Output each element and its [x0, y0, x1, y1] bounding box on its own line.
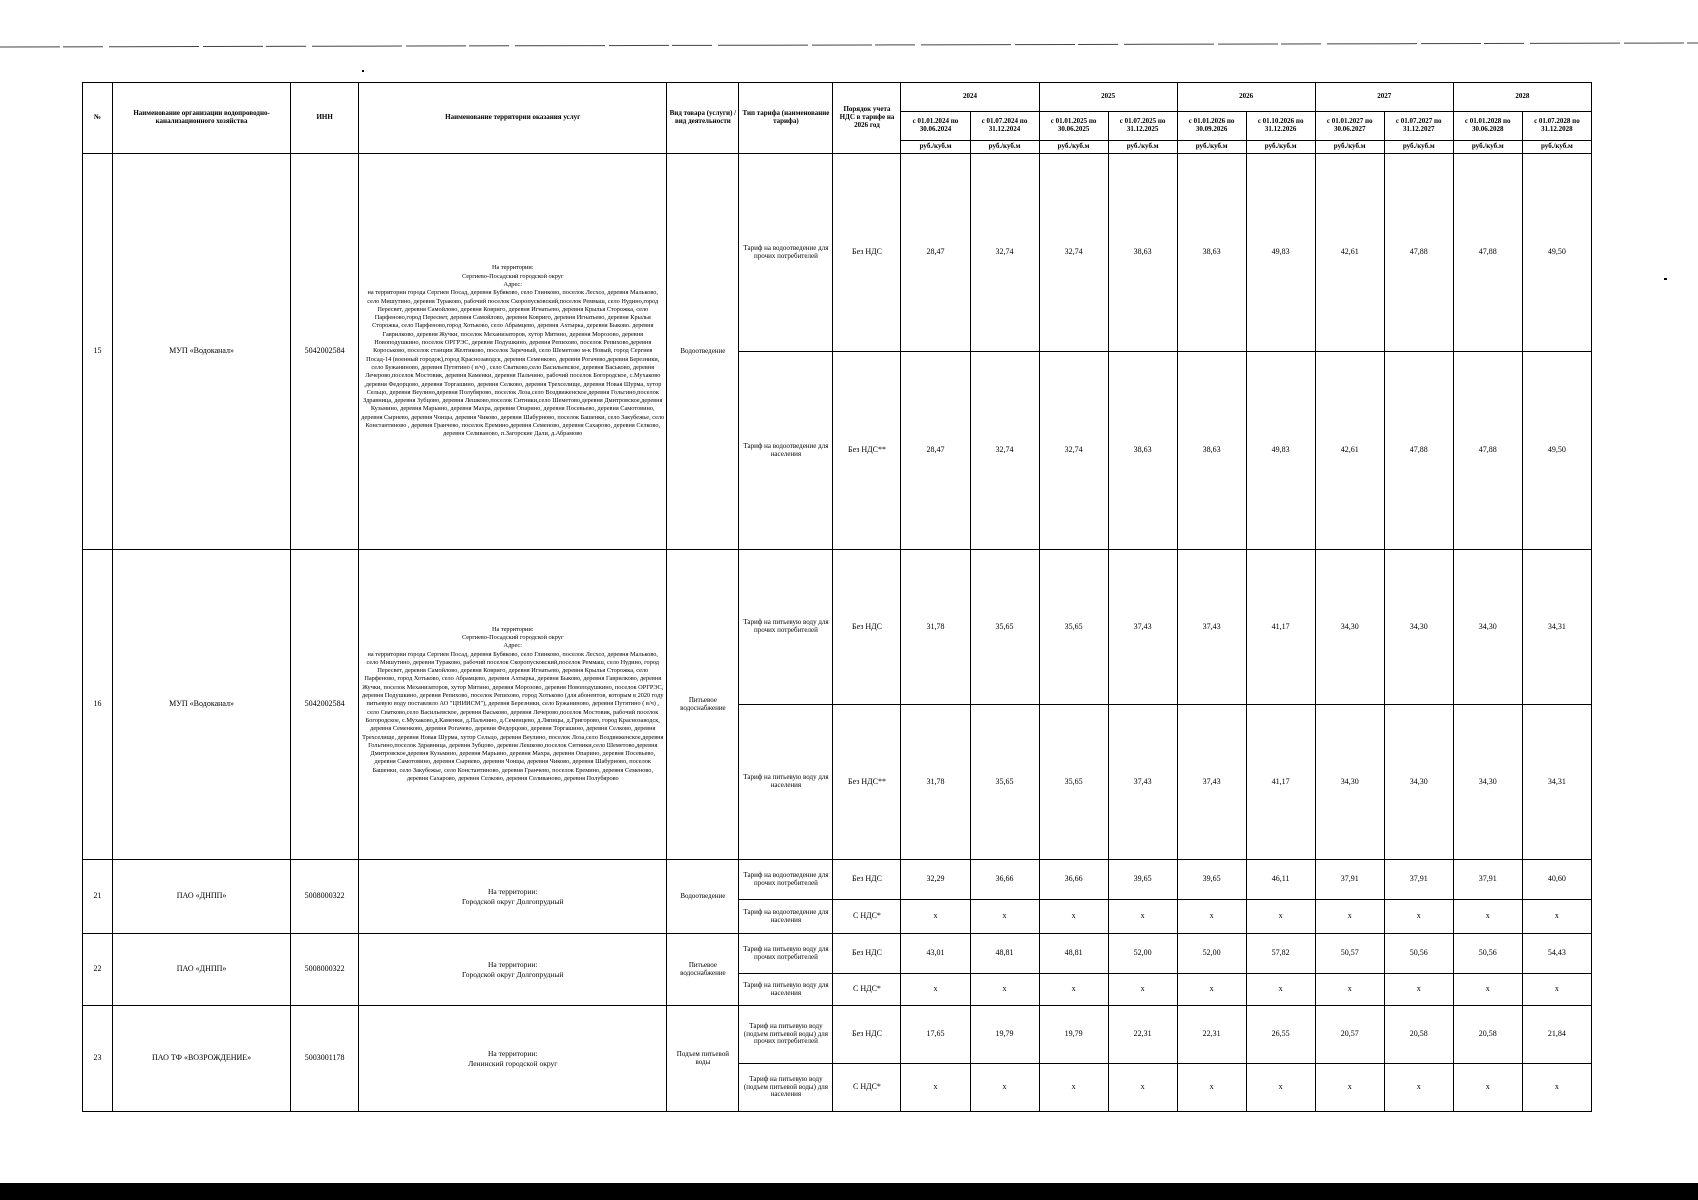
period-header: с 01.07.2024 по 31.12.2024	[970, 112, 1039, 141]
tariff-value: x	[1384, 1064, 1453, 1112]
tariff-value: 50,56	[1384, 934, 1453, 974]
territory-label: Адрес:	[503, 280, 522, 288]
period-header: с 01.10.2026 по 31.12.2026	[1246, 112, 1315, 141]
tariff-value: 26,55	[1246, 1006, 1315, 1064]
tariff-value: 32,74	[1039, 352, 1108, 550]
period-header: с 01.01.2027 по 30.06.2027	[1315, 112, 1384, 141]
tariff-value: 40,60	[1522, 860, 1591, 900]
tariff-name: Тариф на питьевую воду (подъем питьевой воды) для прочих потребителей	[739, 1006, 833, 1064]
tariff-value: 39,65	[1177, 860, 1246, 900]
row-number: 15	[83, 154, 113, 550]
service-type: Водоотведение	[667, 860, 739, 934]
territory-cell	[359, 934, 667, 1006]
unit-header: руб./куб.м	[1177, 141, 1246, 154]
period-header: с 01.01.2025 по 30.06.2025	[1039, 112, 1108, 141]
vat-value: С НДС*	[833, 900, 901, 934]
vat-value: Без НДС	[833, 934, 901, 974]
tariff-value: x	[1177, 1064, 1246, 1112]
vat-value: С НДС*	[833, 974, 901, 1006]
vat-value: Без НДС**	[833, 352, 901, 550]
tariff-table	[82, 82, 1592, 1112]
inn-value: 5042002584	[291, 550, 359, 860]
tariff-value: 19,79	[1039, 1006, 1108, 1064]
tariff-value: 37,91	[1453, 860, 1522, 900]
tariff-value: 36,66	[1039, 860, 1108, 900]
tariff-value: 41,17	[1246, 550, 1315, 705]
tariff-name: Тариф на питьевую воду для населения	[739, 974, 833, 1006]
territory-district: Сергиево-Посадский городской округ	[461, 633, 564, 641]
tariff-value: 49,83	[1246, 352, 1315, 550]
tariff-value: 35,65	[1039, 550, 1108, 705]
tariff-value: 28,47	[901, 352, 970, 550]
tariff-value: 49,50	[1522, 154, 1591, 352]
tariff-value: x	[1522, 900, 1591, 934]
territory-title: На территории:	[491, 625, 534, 633]
header-row-years	[83, 83, 1592, 112]
inn-value: 5003001178	[291, 1006, 359, 1112]
tariff-value: 34,30	[1384, 705, 1453, 860]
org-name: МУП «Водоканал»	[113, 550, 291, 860]
tariff-value: 32,29	[901, 860, 970, 900]
tariff-value: 20,58	[1453, 1006, 1522, 1064]
tariff-value: 50,56	[1453, 934, 1522, 974]
territory-title: На территории:	[487, 886, 538, 896]
tariff-value: 22,31	[1177, 1006, 1246, 1064]
vat-value: Без НДС**	[833, 705, 901, 860]
tariff-value: x	[1315, 900, 1384, 934]
tariff-value: x	[970, 974, 1039, 1006]
vat-value: Без НДС	[833, 154, 901, 352]
territory-cell	[359, 860, 667, 934]
unit-header: руб./куб.м	[1315, 141, 1384, 154]
tariff-value: 19,79	[970, 1006, 1039, 1064]
row-number: 21	[83, 860, 113, 934]
year-header: 2026	[1177, 83, 1315, 112]
tariff-value: x	[1315, 974, 1384, 1006]
tariff-value: 47,88	[1453, 352, 1522, 550]
tariff-value: 31,78	[901, 550, 970, 705]
service-type: Водоотведение	[667, 154, 739, 550]
tariff-value: 34,30	[1453, 550, 1522, 705]
table-header	[83, 83, 1592, 154]
col-service-type: Вид товара (услуги) / вид деятельности	[667, 83, 739, 154]
col-no: №	[83, 83, 113, 154]
unit-header: руб./куб.м	[970, 141, 1039, 154]
tariff-value: x	[1453, 974, 1522, 1006]
tariff-value: 47,88	[1384, 352, 1453, 550]
tariff-value: x	[1522, 1064, 1591, 1112]
tariff-value: 37,43	[1108, 550, 1177, 705]
year-header: 2025	[1039, 83, 1177, 112]
tariff-value: 50,57	[1315, 934, 1384, 974]
tariff-value: 36,66	[970, 860, 1039, 900]
service-type: Подъем питьевой воды	[667, 1006, 739, 1112]
unit-header: руб./куб.м	[1522, 141, 1591, 154]
row-number: 16	[83, 550, 113, 860]
table-row	[83, 550, 1592, 705]
unit-header: руб./куб.м	[1039, 141, 1108, 154]
tariff-value: 17,65	[901, 1006, 970, 1064]
tariff-value: 43,01	[901, 934, 970, 974]
tariff-value: x	[1177, 900, 1246, 934]
table-body	[83, 154, 1592, 1112]
tariff-value: x	[901, 1064, 970, 1112]
tariff-value: 31,78	[901, 705, 970, 860]
tariff-value: 32,74	[970, 352, 1039, 550]
col-inn: ИНН	[291, 83, 359, 154]
tariff-name: Тариф на водоотведение для прочих потребителей	[739, 154, 833, 352]
tariff-value: x	[1039, 900, 1108, 934]
tariff-value: 52,00	[1108, 934, 1177, 974]
tariff-value: 42,61	[1315, 352, 1384, 550]
tariff-value: 34,30	[1384, 550, 1453, 705]
org-name: ПАО ТФ «ВОЗРОЖДЕНИЕ»	[113, 1006, 291, 1112]
scan-speck	[1664, 278, 1667, 280]
scan-bottom-edge	[0, 1183, 1698, 1200]
col-org: Наименование организации водопроводно-канализационного хозяйства	[113, 83, 291, 154]
tariff-value: 34,30	[1453, 705, 1522, 860]
tariff-value: x	[1522, 974, 1591, 1006]
tariff-name: Тариф на питьевую воду для прочих потребителей	[739, 934, 833, 974]
territory-district: Ленинский городской округ	[468, 1058, 558, 1068]
tariff-value: 47,88	[1384, 154, 1453, 352]
unit-header: руб./куб.м	[1246, 141, 1315, 154]
tariff-value: 34,31	[1522, 705, 1591, 860]
territory-district: Городской округ Долгопрудный	[462, 896, 564, 906]
tariff-value: x	[1246, 974, 1315, 1006]
tariff-value: 39,65	[1108, 860, 1177, 900]
tariff-value: 37,91	[1315, 860, 1384, 900]
inn-value: 5008000322	[291, 934, 359, 1006]
tariff-value: x	[1384, 974, 1453, 1006]
territory-text: на территории города Сергиев Посад, деревня Бубяково, село Глинково, поселок Лесхоз, деревня Мальково, село Мишутино, деревня Тураково, рабочий поселок Скоропусковский,поселок Реммаш, село Нудино, город Пересвет, деревня Самойлово, деревня Ковриго, деревня Игнатьево, деревня Крылья Сторожка, село Парфеново, город Хотьково, село Абрамцево, деревня Ахтырка, деревня Быково, деревня Гаврилково, деревня Жучки, поселок Механизаторов, хутор Митино, деревня Морозово, деревня Новоподушкино, поселок ОРГРЭС, деревня Подушкино, деревня Репихово, поселок Репихово, город Хотьково (для абонентов, которым в 2020 году питьевую воду поставляло АО "ЦНИИСМ"), деревня Березники, село Бужаниново, деревня Путятино ( в/ч) , село Сватково,село Васильевское, деревня Васьково, деревня Лечерово,поселок Мостовик, рабочий поселок Богородское, с.Мухаково,д.Каменки, д.Пальчино, д.Семенцево, д.Ляпицы, д.Григорово, город Краснозаводск, деревня Семенково, деревня Рогачево, деревня Федорцово, деревня Торгашино, деревня Селково, деревня Трехселище, деревня Новая Шурма, хутор Сельцо, деревня Веулино, поселок Лоза,село Воздвиженское,деревня Гольгино,поселок Здравница, деревня Зубцово, деревня Лешково,поселок Ситники,село Шеметово,деревня Дмитровское,деревня Кузьмино, деревня Марьино, деревня Махра, деревня Опарино, деревня Посевьево, деревня Самотовино, деревня Сырнево, деревня Чонцы, деревня Чиково, деревня Шабурново, поселок Башенки, село Закубежье, село Константиново, деревня Гранчево, поселок Еремино, деревня Семеново, деревня Сахарово, деревня Селково, деревня Селиваново, деревня Полубярово	[362, 650, 664, 783]
tariff-value: x	[1108, 1064, 1177, 1112]
table-row	[83, 934, 1592, 974]
territory-title: На территории:	[487, 1048, 538, 1058]
tariff-name: Тариф на водоотведение для населения	[739, 352, 833, 550]
tariff-value: 49,83	[1246, 154, 1315, 352]
period-header: с 01.07.2028 по 31.12.2028	[1522, 112, 1591, 141]
period-header: с 01.07.2027 по 31.12.2027	[1384, 112, 1453, 141]
tariff-value: x	[1039, 1064, 1108, 1112]
tariff-value: x	[1384, 900, 1453, 934]
vat-value: С НДС*	[833, 1064, 901, 1112]
tariff-value: x	[1453, 900, 1522, 934]
territory-district: Городской округ Долгопрудный	[462, 969, 564, 979]
tariff-name: Тариф на питьевую воду для прочих потребителей	[739, 550, 833, 705]
tariff-value: x	[1177, 974, 1246, 1006]
unit-header: руб./куб.м	[1384, 141, 1453, 154]
tariff-value: x	[1246, 1064, 1315, 1112]
territory-cell	[359, 154, 667, 550]
vat-value: Без НДС	[833, 860, 901, 900]
tariff-value: x	[970, 900, 1039, 934]
service-type: Питьевое водоснабжение	[667, 934, 739, 1006]
territory-label: Адрес:	[503, 642, 522, 650]
col-vat-order: Порядок учета НДС в тарифе на 2026 год	[833, 83, 901, 154]
inn-value: 5042002584	[291, 154, 359, 550]
tariff-value: 46,11	[1246, 860, 1315, 900]
tariff-value: 34,30	[1315, 705, 1384, 860]
tariff-value: 20,58	[1384, 1006, 1453, 1064]
inn-value: 5008000322	[291, 860, 359, 934]
service-type: Питьевое водоснабжение	[667, 550, 739, 860]
tariff-value: x	[901, 900, 970, 934]
scan-artifact-line	[0, 40, 1698, 52]
tariff-value: 22,31	[1108, 1006, 1177, 1064]
tariff-value: 37,43	[1177, 550, 1246, 705]
tariff-value: 38,63	[1177, 352, 1246, 550]
tariff-value: 37,91	[1384, 860, 1453, 900]
tariff-value: 21,84	[1522, 1006, 1591, 1064]
org-name: ПАО «ДНПП»	[113, 934, 291, 1006]
tariff-value: 28,47	[901, 154, 970, 352]
territory-text: на территории города Сергиев Посад, деревня Бубяково, село Глинково, поселок Лесхоз, деревня Мальково, село Мишутино, деревня Тураково, рабочий поселок Скоропусковский,поселок Реммаш, село Нудино,город Пересвет, деревня Самойлово, деревня Ковриго, деревня Игнатьево, деревня Крылья Сторожка, село Парфеново,город Пересвет, деревня Самойлово, деревня Ковриго, деревня Игнатьево, деревня Крылья Сторожка, село Парфеново,город Хотьково, село Абрамцево, деревня Ахтырка, деревня Быково. деревня Гаврилково, деревня Жучки, поселок Механизаторов, хутор Митино, деревня Морозово, деревня Новоподушкино, поселок ОРГРЭС, деревня Подушкино, деревня Репихово, поселок Репихово,деревня Короськово, поселок станции Желтиково, поселок Заречный, село Шеметово м-к Новый, город Сергиев Посад-14 (военный городок),город Краснозаводск, деревня Семенково, деревня Рогачево,деревня Березники, село Бужаниново, деревня Путятино ( в/ч) , село Сватково,село Васильевское, деревня Васьково, деревня Лечерово,поселок Мостовик, деревня Каменки, деревня Пальчино, рабочий поселок Богородское, с.Мухаково ,деревня Федорцово, деревня Торгашино, деревня Селково, деревня Трехселище, деревня Новая Шурма, хутор Сельцо, деревня Веулино,деревня Полубярово, поселок Лоза,село Воздвиженское,деревня Гольгино,поселок Здравница, деревня Зубцово, деревня Лешково,поселок Ситники,село Шеметово,деревня Дмитровское,деревня Кузьмино, деревня Марьино, деревня Махра, деревня Опарино, деревня Посевьево, деревня Самотовино, деревня Сырнево, деревня Чонцы, деревня Чиково, деревня Шабурново, поселок Башенки, село Закубежье, село Константиново , деревня Гранчево, поселок Еремино,деревня Семеново, деревня Сахарово, деревня Селково, деревня Селиваново, п.Загорские Дали, д.Абрамово	[361, 289, 665, 438]
year-header: 2028	[1453, 83, 1591, 112]
org-name: МУП «Водоканал»	[113, 154, 291, 550]
tariff-value: 48,81	[1039, 934, 1108, 974]
territory-district: Сергиево-Посадский городской округ	[461, 272, 564, 280]
tariff-value: 38,63	[1108, 352, 1177, 550]
tariff-value: 48,81	[970, 934, 1039, 974]
tariff-value: x	[1315, 1064, 1384, 1112]
territory-cell	[359, 550, 667, 860]
period-header: с 01.01.2024 по 30.06.2024	[901, 112, 970, 141]
tariff-value: x	[1453, 1064, 1522, 1112]
tariff-value: 35,65	[1039, 705, 1108, 860]
tariff-value: x	[1108, 974, 1177, 1006]
tariff-value: 47,88	[1453, 154, 1522, 352]
unit-header: руб./куб.м	[901, 141, 970, 154]
vat-value: Без НДС	[833, 550, 901, 705]
tariff-value: 35,65	[970, 705, 1039, 860]
row-number: 23	[83, 1006, 113, 1112]
tariff-value: 37,43	[1108, 705, 1177, 860]
table-row	[83, 860, 1592, 900]
tariff-value: 37,43	[1177, 705, 1246, 860]
year-header: 2024	[901, 83, 1039, 112]
period-header: с 01.01.2026 по 30.09.2026	[1177, 112, 1246, 141]
tariff-value: 49,50	[1522, 352, 1591, 550]
tariff-name: Тариф на питьевую воду для населения	[739, 705, 833, 860]
territory-title: На территории:	[487, 959, 538, 969]
col-territory: Наименование территории оказания услуг	[359, 83, 667, 154]
tariff-value: 20,57	[1315, 1006, 1384, 1064]
territory-title: На территории:	[491, 264, 534, 272]
tariff-value: x	[1108, 900, 1177, 934]
tariff-name: Тариф на питьевую воду (подъем питьевой воды) для населения	[739, 1064, 833, 1112]
row-number: 22	[83, 934, 113, 1006]
tariff-value: x	[1039, 974, 1108, 1006]
period-header: с 01.07.2025 по 31.12.2025	[1108, 112, 1177, 141]
tariff-value: 38,63	[1177, 154, 1246, 352]
tariff-value: 57,82	[1246, 934, 1315, 974]
unit-header: руб./куб.м	[1108, 141, 1177, 154]
tariff-value: 41,17	[1246, 705, 1315, 860]
period-header: с 01.01.2028 по 30.06.2028	[1453, 112, 1522, 141]
tariff-value: 32,74	[1039, 154, 1108, 352]
unit-header: руб./куб.м	[1453, 141, 1522, 154]
tariff-value: 35,65	[970, 550, 1039, 705]
tariff-value: 42,61	[1315, 154, 1384, 352]
tariff-value: x	[1246, 900, 1315, 934]
col-tariff-type: Тип тарифа (наименование тарифа)	[739, 83, 833, 154]
territory-cell	[359, 1006, 667, 1112]
tariff-name: Тариф на водоотведение для населения	[739, 900, 833, 934]
table-row	[83, 154, 1592, 352]
tariff-value: x	[901, 974, 970, 1006]
tariff-value: 38,63	[1108, 154, 1177, 352]
tariff-value: 52,00	[1177, 934, 1246, 974]
table-row	[83, 1006, 1592, 1064]
scan-speck	[362, 70, 364, 72]
tariff-value: 34,31	[1522, 550, 1591, 705]
tariff-value: 54,43	[1522, 934, 1591, 974]
org-name: ПАО «ДНПП»	[113, 860, 291, 934]
tariff-name: Тариф на водоотведение для прочих потребителей	[739, 860, 833, 900]
vat-value: Без НДС	[833, 1006, 901, 1064]
tariff-value: 34,30	[1315, 550, 1384, 705]
tariff-value: 32,74	[970, 154, 1039, 352]
tariff-value: x	[970, 1064, 1039, 1112]
year-header: 2027	[1315, 83, 1453, 112]
